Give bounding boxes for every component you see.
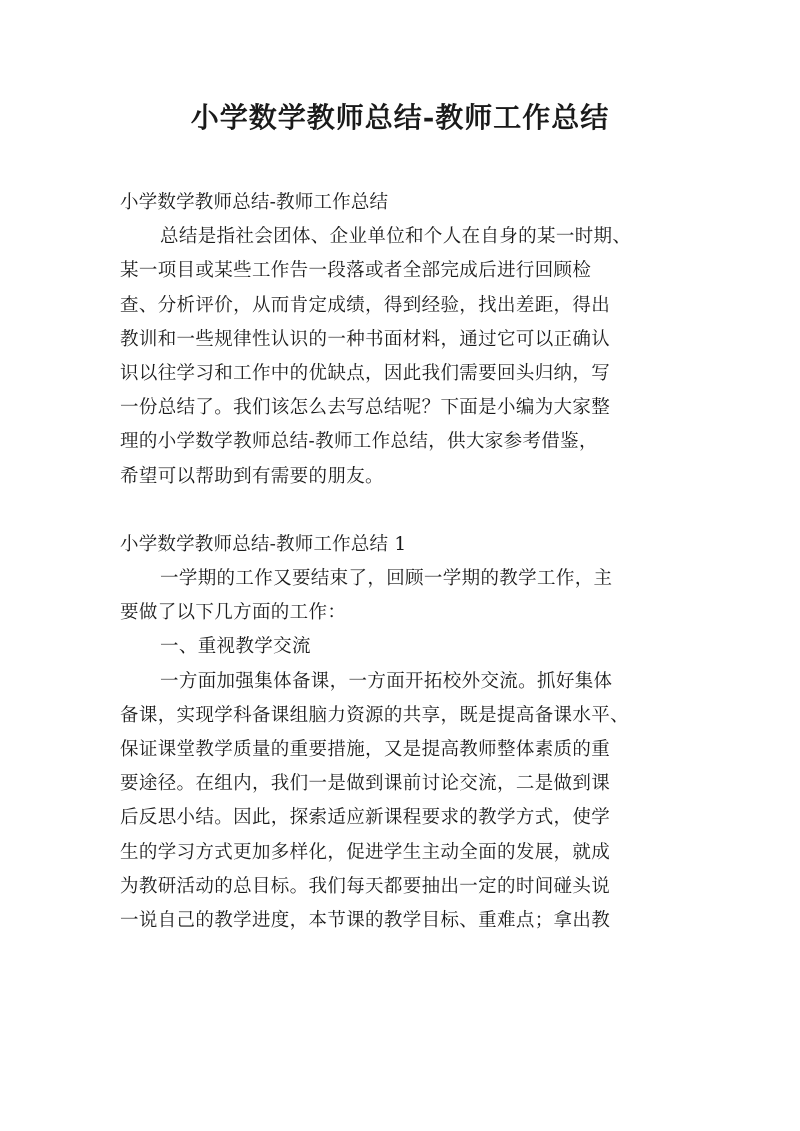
- document-body: [120, 186, 680, 938]
- paragraph-line: 一方面加强集体备课，一方面开拓校外交流。抓好集体: [160, 670, 613, 692]
- paragraph-line: 一、重视教学交流: [160, 636, 311, 658]
- paragraph-line: 为教研活动的总目标。我们每天都要抽出一定的时间碰头说: [120, 875, 611, 897]
- paragraph-line: 生的学习方式更加多样化，促进学生主动全面的发展，就成: [120, 841, 611, 863]
- paragraph-line: 保证课堂教学质量的重要措施，又是提高教师整体素质的重: [120, 739, 611, 760]
- section-heading: 小学数学教师总结-教师工作总结 1: [120, 533, 407, 555]
- paragraph-line: 备课，实现学科备课组脑力资源的共享，既是提高备课水平、: [120, 704, 629, 726]
- paragraph-line: 识以往学习和工作中的优缺点，因此我们需要回头归纳，写: [120, 362, 611, 384]
- paragraph-line: 一份总结了。我们该怎么去写总结呢？下面是小编为大家整: [120, 397, 611, 419]
- paragraph-line: 理的小学数学教师总结-教师工作总结，供大家参考借鉴，: [120, 431, 598, 453]
- paragraph-line: 一说自己的教学进度，本节课的教学目标、重难点；拿出教: [120, 909, 611, 931]
- blank-line: [120, 494, 680, 528]
- paragraph-line: 总结是指社会团体、企业单位和个人在自身的某一时期、: [160, 226, 632, 248]
- paragraph-line: 后反思小结。因此，探索适应新课程要求的教学方式，使学: [120, 807, 611, 829]
- paragraph-line: 希望可以帮助到有需要的朋友。: [120, 465, 384, 487]
- paragraph-line: 查、分析评价，从而肯定成绩，得到经验，找出差距，得出: [120, 294, 611, 316]
- paragraph-line: 教训和一些规律性认识的一种书面材料，通过它可以正确认: [120, 328, 611, 350]
- document-title: 小学数学教师总结-教师工作总结: [190, 101, 610, 134]
- paragraph-line: 要途径。在组内，我们一是做到课前讨论交流，二是做到课: [120, 773, 611, 795]
- section-heading: 小学数学教师总结-教师工作总结: [120, 192, 389, 213]
- paragraph-line: 某一项目或某些工作告一段落或者全部完成后进行回顾检: [120, 260, 592, 282]
- paragraph-line: 一学期的工作又要结束了，回顾一学期的教学工作，主: [160, 568, 613, 590]
- paragraph-line: 要做了以下几方面的工作：: [120, 602, 347, 624]
